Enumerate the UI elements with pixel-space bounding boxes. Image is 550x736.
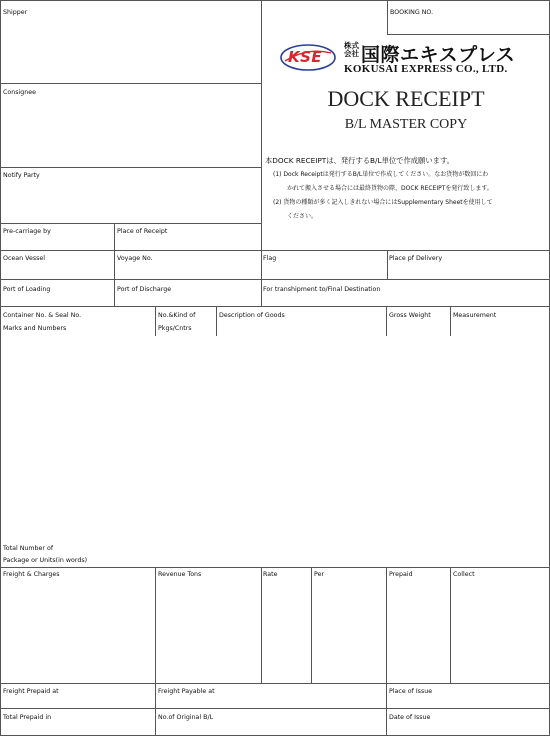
logo-text: KSE (288, 48, 323, 66)
description-label: Description of Goods (219, 312, 285, 319)
port-of-loading-label: Port of Loading (3, 286, 51, 293)
marks-numbers-label: Marks and Numbers (3, 325, 67, 332)
date-of-issue-label: Date of Issue (389, 714, 431, 721)
total-number-label: Total Number of (3, 545, 54, 552)
consignee-label: Consignee (3, 89, 37, 96)
notify-party-label: Notify Party (3, 172, 40, 179)
no-original-bl-label: No.of Original B/L (158, 714, 214, 721)
container-seal-label: Container No. & Seal No. (3, 312, 82, 319)
package-units-label: Package or Units(in words) (3, 557, 88, 564)
note-2-line-1: (2) 貨物の種類が多く記入しきれない場合にはSupplementary Sheetを使用して (273, 199, 493, 206)
document-subtitle: B/L MASTER COPY (344, 117, 468, 132)
port-of-discharge-label: Port of Discharge (117, 286, 172, 293)
note-1-line-1: (1) Dock Receiptは発行するB/L単位で作成してください。なお貨物が数回にわ (273, 171, 489, 178)
total-prepaid-in-label: Total Prepaid in (3, 714, 52, 721)
no-kind-label: No.&Kind of (158, 312, 196, 319)
note-2-line-2: ください。 (287, 213, 318, 220)
rate-label: Rate (263, 571, 278, 578)
booking-no-label: BOOKING NO. (390, 9, 434, 16)
revenue-tons-label: Revenue Tons (158, 571, 202, 578)
brand-jp-name: 国際エキスプレス (361, 44, 516, 66)
freight-payable-at-label: Freight Payable at (158, 688, 215, 695)
document-title: DOCK RECEIPT (327, 86, 485, 111)
note-1-line-2: かれて搬入させる場合には最終貨物の際、DOCK RECEIPTを発行致します。 (287, 185, 493, 192)
pkgs-cntrs-label: Pkgs/Cntrs (158, 325, 192, 332)
freight-charges-label: Freight & Charges (3, 571, 60, 578)
collect-label: Collect (453, 571, 475, 578)
prepaid-label: Prepaid (389, 571, 413, 578)
gross-weight-label: Gross Weight (389, 312, 431, 319)
transhipment-label: For transhipment to/Final Destination (263, 286, 381, 293)
flag-label: Flag (263, 255, 277, 262)
per-label: Per (314, 571, 325, 578)
shipper-label: Shipper (3, 9, 28, 16)
kse-logo (279, 43, 337, 72)
brand-en-name: KOKUSAI EXPRESS CO., LTD. (344, 63, 508, 75)
place-of-receipt-label: Place of Receipt (117, 228, 168, 235)
voyage-no-label: Voyage No. (117, 255, 153, 262)
intro-note: 本DOCK RECEIPTは、発行するB/L単位で作成願います。 (265, 156, 454, 165)
place-of-delivery-label: Place pf Delivery (389, 255, 443, 262)
place-of-issue-label: Place of Issue (389, 688, 433, 695)
measurement-label: Measurement (453, 312, 497, 319)
pre-carriage-label: Pre-carriage by (3, 228, 51, 235)
brand-jp-small: 株式会社 (344, 41, 359, 58)
ocean-vessel-label: Ocean Vessel (3, 255, 46, 262)
freight-prepaid-at-label: Freight Prepaid at (3, 688, 59, 695)
